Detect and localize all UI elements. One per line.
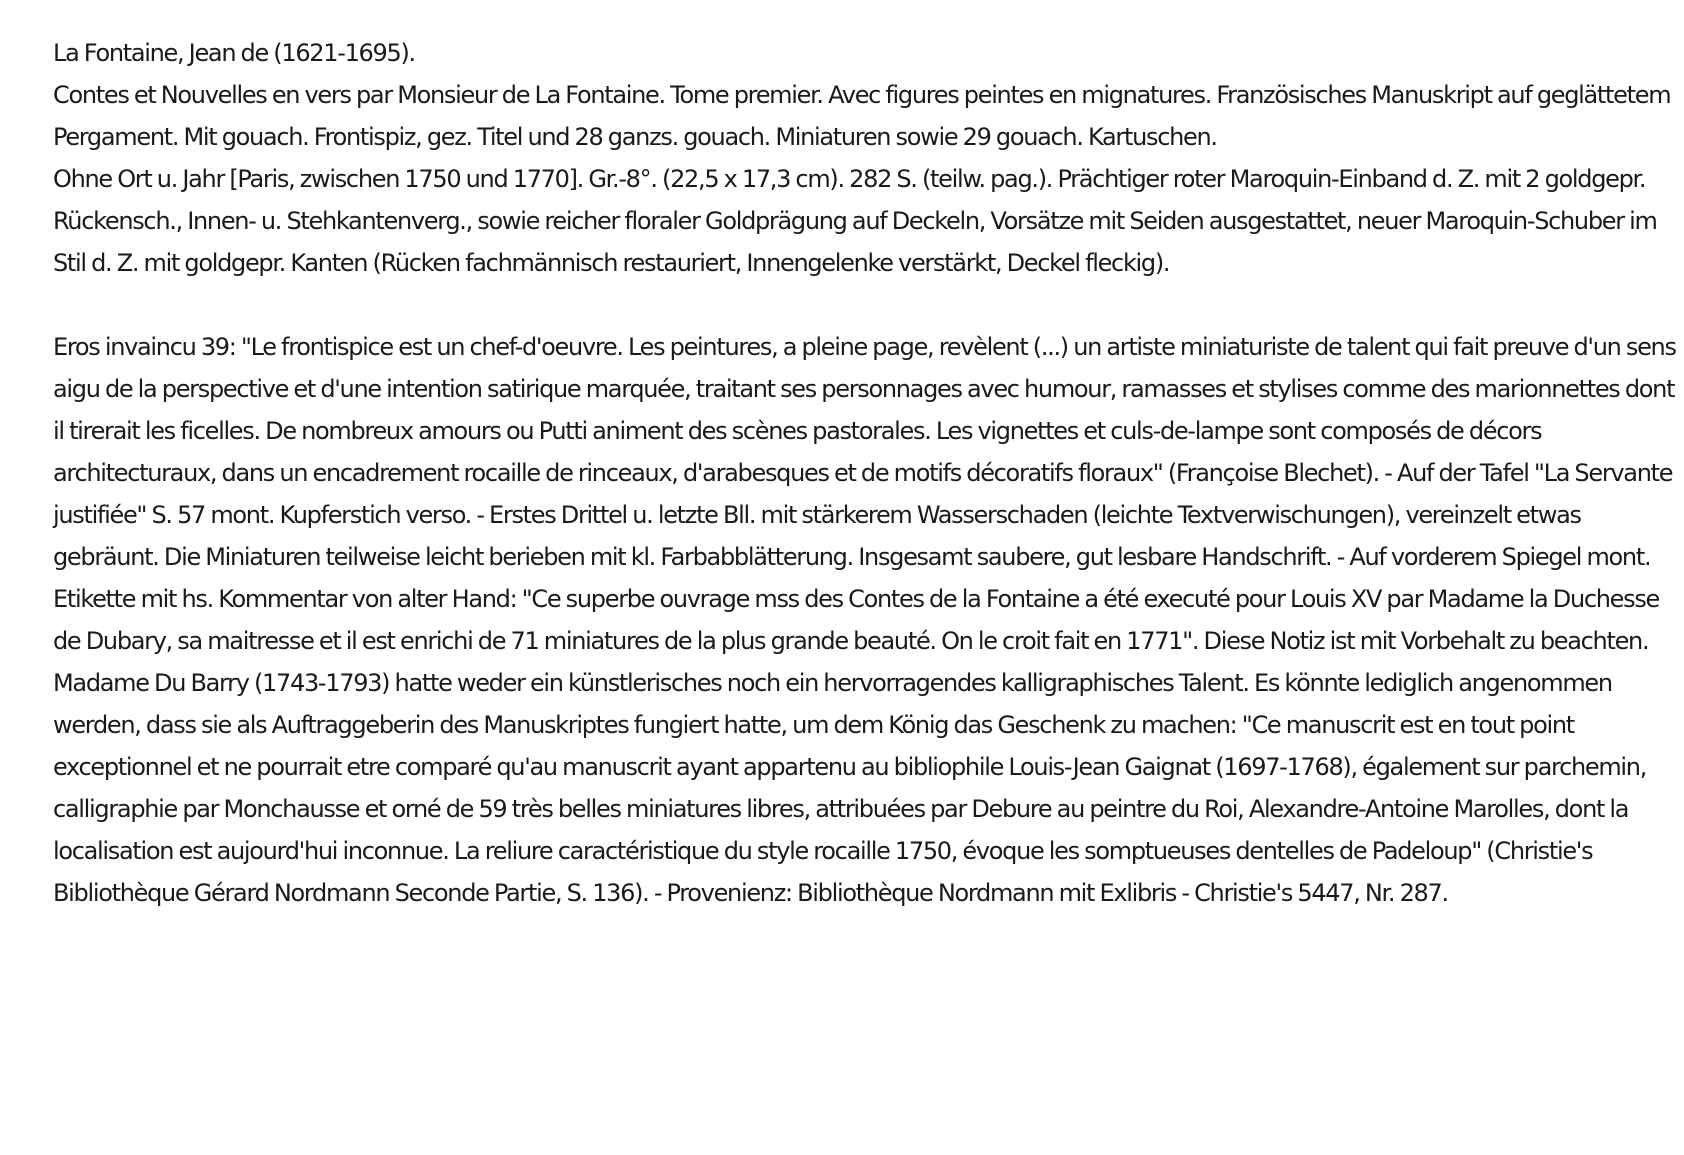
author-line: La Fontaine, Jean de (1621-1695).: [53, 39, 415, 67]
title-paragraph: Contes et Nouvelles en vers par Monsieur de La Fontaine. Tome premier. Avec figures peintes en mignatures. Französisches Manuskript auf geglättetem Pergament. Mit gouach. Frontispiz, gez. Titel und 28 ganzs. gouach. Miniaturen sowie 29 gouach. Kartuschen.: [53, 81, 1671, 151]
lot-description: [53, 32, 1678, 914]
commentary-paragraph: Eros invaincu 39: "Le frontispice est un chef-d'oeuvre. Les peintures, a pleine page, revèlent (...) un artiste miniaturiste de talent qui fait preuve d'un sens aigu de la perspective et d'une intention satirique marquée, traitant ses personnages avec humour, ramasses et stylises comme des marionnettes dont il tirerait les ficelles. De nombreux amours ou Putti animent des scènes pastorales. Les vignettes et culs-de-lampe sont composés de décors architecturaux, dans un encadrement rocaille de rinceaux, d'arabesques et de motifs décoratifs floraux" (Françoise Blechet). - Auf der Tafel "La Servante justifiée" S. 57 mont. Kupferstich verso. - Erstes Drittel u. letzte Bll. mit stärkerem Wasserschaden (leichte Textverwischungen), vereinzelt etwas gebräunt. Die Miniaturen teilweise leicht berieben mit kl. Farbabblätterung. Insgesamt saubere, gut lesbare Handschrift. - Auf vorderem Spiegel mont. Etikette mit hs. Kommentar von alter Hand: "Ce superbe ouvrage mss des Contes de la Fontaine a été executé pour Louis XV par Madame la Duchesse de Dubary, sa maitresse et il est enrichi de 71 miniatures de la plus grande beauté. On le croit fait en 1771". Diese Notiz ist mit Vorbehalt zu beachten. Madame Du Barry (1743-1793) hatte weder ein künstlerisches noch ein hervorragendes kalligraphisches Talent. Es könnte lediglich angenommen werden, dass sie als Auftraggeberin des Manuskriptes fungiert hatte, um dem König das Geschenk zu machen: "Ce manuscrit est en tout point exceptionnel et ne pourrait etre comparé qu'au manuscrit ayant appartenu au bibliophile Louis-Jean Gaignat (1697-1768), également sur parchemin, calligraphie par Monchausse et orné de 59 très belles miniatures libres, attribuées par Debure au peintre du Roi, Alexandre-Antoine Marolles, dont la localisation est aujourd'hui inconnue. La reliure caractéristique du style rocaille 1750, évoque les somptueuses dentelles de Padeloup" (Christie's Bibliothèque Gérard Nordmann Seconde Partie, S. 136). - Provenienz: Bibliothèque Nordmann mit Exlibris - Christie's 5447, Nr. 287.: [53, 333, 1676, 907]
collation-paragraph: Ohne Ort u. Jahr [Paris, zwischen 1750 und 1770]. Gr.-8°. (22,5 x 17,3 cm). 282 S. (teilw. pag.). Prächtiger roter Maroquin-Einband d. Z. mit 2 goldgepr. Rückensch., Innen- u. Stehkantenverg., sowie reicher floraler Goldprägung auf Deckeln, Vorsätze mit Seiden ausgestattet, neuer Maroquin-Schuber im Stil d. Z. mit goldgepr. Kanten (Rücken fachmännisch restauriert, Innengelenke verstärkt, Deckel fleckig).: [53, 165, 1657, 277]
